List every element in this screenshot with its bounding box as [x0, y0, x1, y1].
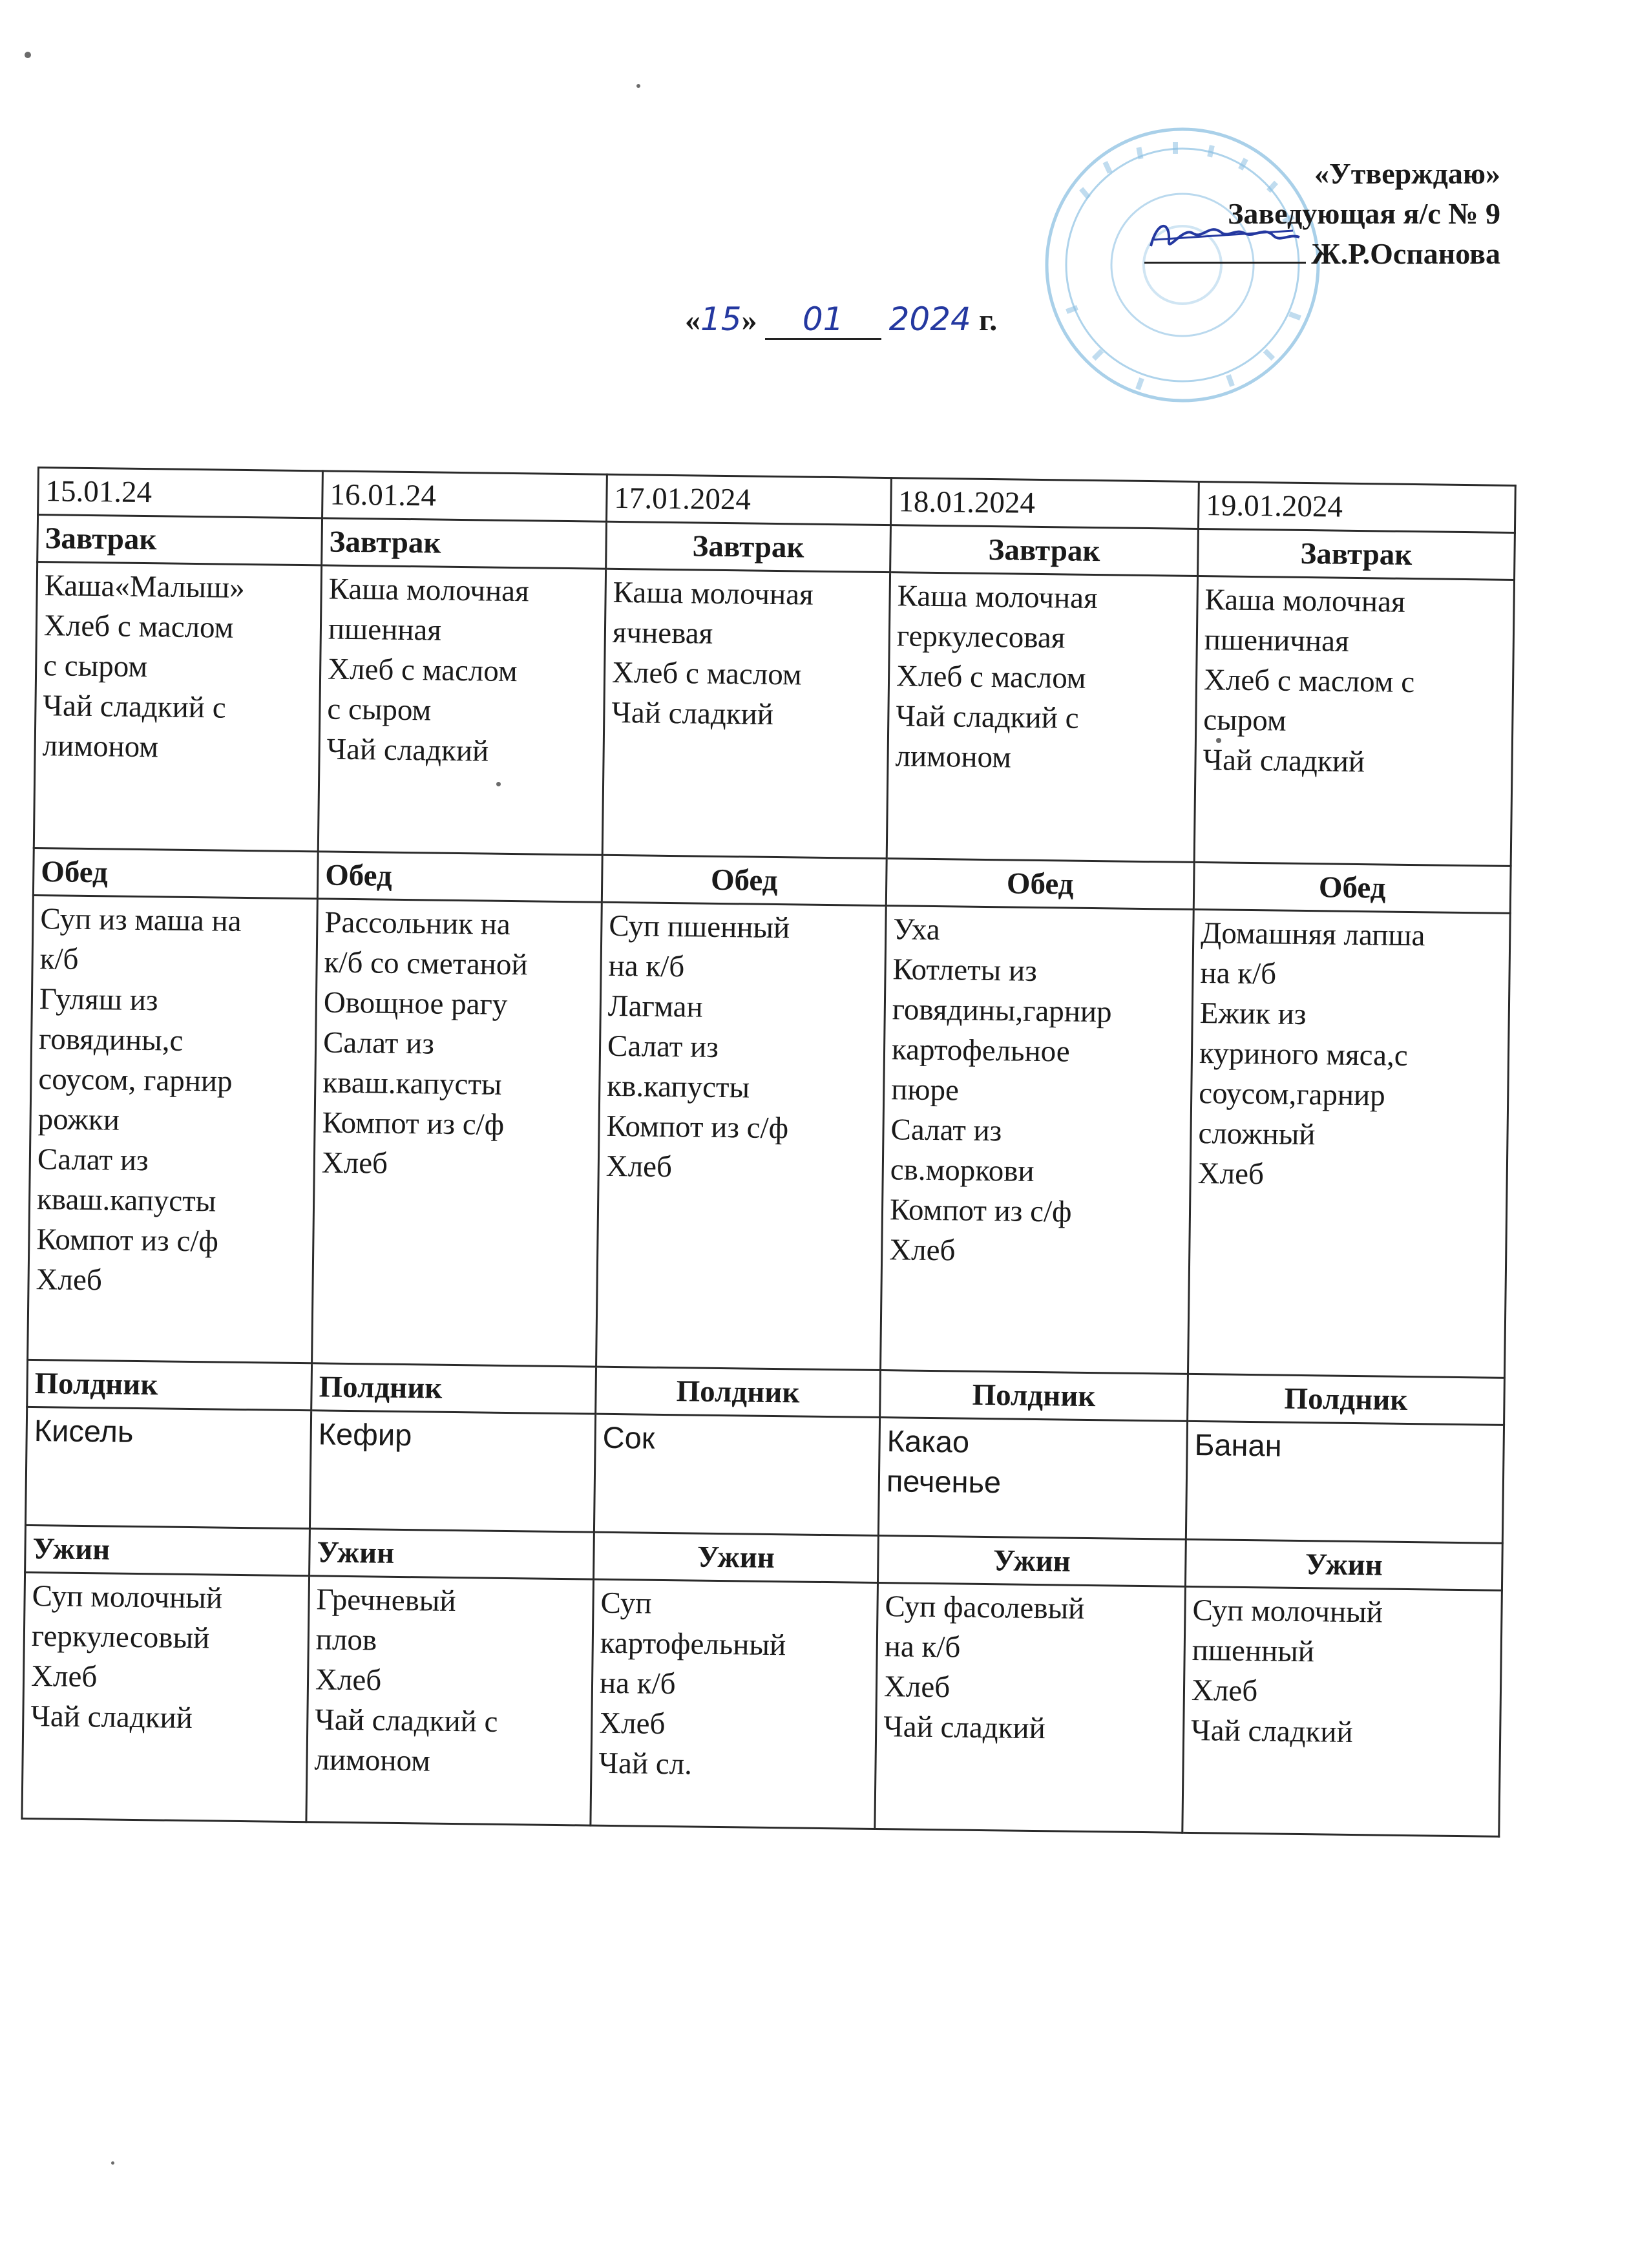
dish-item: Лагман — [607, 989, 704, 1024]
dish-item: Хлеб — [605, 1149, 673, 1184]
dish-item: Компот из с/ф — [889, 1193, 1072, 1229]
dish-item: Чай сладкий с — [43, 689, 226, 725]
dish-item: рожки — [37, 1102, 120, 1137]
scan-speck — [25, 52, 31, 58]
dinner-cell — [591, 1579, 878, 1829]
dish-item: геркулесовая — [896, 619, 1066, 655]
lunch-cell — [596, 902, 887, 1370]
dish-item: Какао — [887, 1423, 970, 1459]
dish-item: Чай сладкий — [883, 1710, 1046, 1746]
meal-label: Завтрак — [37, 515, 322, 565]
dish-item: кваш.капусты — [322, 1066, 502, 1102]
dish-item: Компот из с/ф — [322, 1106, 505, 1142]
breakfast-cell — [318, 565, 605, 855]
date-cell: 16.01.24 — [322, 471, 607, 521]
scan-speck — [1216, 738, 1221, 743]
meal-label: Ужин — [877, 1536, 1186, 1587]
dish-item: сыром — [1203, 703, 1287, 738]
date-suffix: г. — [978, 303, 998, 337]
meal-label: Завтрак — [322, 518, 607, 569]
breakfast-row — [34, 562, 1514, 866]
dinner-cell — [875, 1583, 1186, 1833]
dish-item: соусом, гарнир — [38, 1062, 233, 1098]
dish-item: Хлеб — [1191, 1673, 1258, 1708]
dish-item: Суп из маша на — [40, 902, 242, 938]
dish-item: Ежик из — [1199, 996, 1307, 1032]
dish-item: соусом,гарнир — [1198, 1076, 1386, 1113]
dish-item: Чай сл. — [598, 1746, 693, 1781]
dish-item: говядины,гарнир — [892, 992, 1112, 1029]
handwritten-signature — [1144, 214, 1306, 259]
meal-label: Завтрак — [606, 521, 891, 572]
dish-item: Чай сладкий — [1203, 743, 1365, 779]
meal-label: Ужин — [25, 1525, 310, 1575]
scan-speck — [111, 2161, 114, 2165]
meal-label: Полдник — [311, 1363, 596, 1414]
meal-label: Ужин — [594, 1532, 879, 1582]
dish-item: Сок — [602, 1420, 655, 1455]
dish-item: Каша молочная — [613, 575, 814, 612]
dish-item: Компот из с/ф — [36, 1223, 219, 1259]
dish-item: Рассольник на — [324, 905, 511, 941]
dish-item: Суп молочный — [1192, 1593, 1383, 1630]
meal-label: Обед — [886, 859, 1194, 910]
dish-item: Хлеб с маслом — [43, 609, 234, 645]
dish-item: к/б со сметаной — [324, 945, 528, 982]
lunch-row — [28, 895, 1511, 1378]
approval-block — [1144, 154, 1500, 274]
dish-item: Каша«Малыш» — [44, 569, 245, 605]
dish-item: на к/б — [599, 1666, 676, 1701]
date-cell: 15.01.24 — [38, 468, 323, 518]
dish-item: пшенная — [328, 612, 442, 647]
dish-item: на к/б — [1200, 956, 1277, 991]
dish-item: с сыром — [43, 649, 148, 684]
approval-position: Заведующая я/с № 9 — [1228, 197, 1500, 230]
dish-item: Каша молочная — [328, 572, 530, 609]
dish-item: лимоном — [314, 1743, 431, 1778]
approval-title: «Утверждаю» — [1314, 157, 1500, 190]
dish-item: Чай сладкий с — [315, 1703, 498, 1739]
breakfast-cell — [1194, 576, 1514, 866]
snack-cell — [878, 1418, 1187, 1540]
meal-label: Полдник — [1188, 1374, 1505, 1425]
dish-item: ячневая — [612, 615, 713, 651]
dish-item: св.моркови — [890, 1153, 1035, 1188]
dish-item: Овощное рагу — [323, 985, 508, 1022]
dish-item: лимоном — [895, 739, 1012, 775]
dish-item: на к/б — [608, 949, 685, 984]
dish-item: Каша молочная — [897, 579, 1098, 616]
dish-item: лимоном — [42, 729, 159, 764]
dinner-cell — [1182, 1586, 1502, 1836]
dish-item: пшенный — [1192, 1633, 1315, 1669]
dish-item: Каша молочная — [1204, 583, 1405, 619]
date-year: 2024 — [888, 300, 971, 338]
dish-item: Суп — [600, 1586, 652, 1621]
dish-item: Хлеб с маслом — [327, 652, 518, 689]
dish-item: Чай сладкий с — [896, 699, 1079, 735]
dish-item: Гречневый — [316, 1582, 456, 1619]
dish-item: Котлеты из — [892, 952, 1038, 988]
snack-row — [25, 1407, 1504, 1543]
dish-item: Уха — [893, 912, 940, 947]
snack-cell — [25, 1407, 311, 1528]
dish-item: с сыром — [327, 692, 432, 728]
dish-item: на к/б — [884, 1630, 961, 1664]
dish-item: Хлеб — [883, 1670, 951, 1705]
date-month: 01 — [802, 300, 844, 338]
lunch-cell — [1188, 909, 1510, 1378]
signature — [1144, 236, 1306, 264]
lunch-cell — [881, 906, 1194, 1374]
snack-cell — [1186, 1421, 1504, 1543]
dish-item: Гуляш из — [39, 982, 158, 1018]
dish-item: Хлеб с маслом — [896, 659, 1086, 695]
dish-item: Чай сладкий — [1190, 1713, 1354, 1750]
approver-name: Ж.Р.Оспанова — [1311, 237, 1500, 270]
breakfast-cell — [602, 569, 890, 858]
meal-label: Ужин — [1185, 1539, 1502, 1590]
lunch-cell — [28, 895, 318, 1363]
dish-item: Хлеб — [36, 1263, 103, 1297]
dish-item: к/б — [39, 942, 79, 976]
meal-label: Завтрак — [1198, 529, 1515, 580]
dish-item: Чай сладкий — [611, 695, 774, 731]
dish-item: Хлеб — [598, 1706, 666, 1741]
snack-cell — [594, 1414, 879, 1535]
weekly-menu-table — [21, 467, 1516, 1838]
dish-item: пюре — [891, 1073, 960, 1108]
date-cell: 18.01.2024 — [890, 478, 1199, 529]
dish-item: говядины,с — [38, 1022, 184, 1058]
meal-label: Обед — [317, 852, 602, 902]
meal-label: Обед — [602, 855, 887, 905]
dish-item: Салат из — [322, 1025, 435, 1061]
dish-item: Чай сладкий — [326, 732, 489, 768]
meal-label: Обед — [1193, 862, 1511, 913]
dish-item: куриного мяса,с — [1199, 1036, 1408, 1073]
dish-item: плов — [315, 1622, 377, 1657]
dish-item: Кисель — [34, 1413, 134, 1449]
dish-item: Суп фасолевый — [885, 1590, 1085, 1626]
date-month-field — [765, 300, 881, 340]
dish-item: Хлеб — [1197, 1157, 1265, 1192]
dish-item: сложный — [1198, 1117, 1316, 1152]
meal-label: Ужин — [310, 1529, 594, 1579]
dish-item: геркулесовый — [31, 1619, 210, 1655]
dish-item: Хлеб с маслом с — [1203, 663, 1415, 700]
dish-item: Хлеб — [30, 1659, 98, 1694]
dish-item: Компот из с/ф — [606, 1109, 789, 1146]
dish-item: Хлеб — [888, 1233, 956, 1268]
date-open-quote: « — [685, 303, 700, 337]
dinner-cell — [22, 1572, 310, 1822]
meal-label: Полдник — [880, 1370, 1188, 1422]
breakfast-cell — [887, 572, 1197, 863]
dish-item: кваш.капусты — [36, 1182, 216, 1219]
dish-item: Хлеб — [321, 1146, 388, 1181]
date-day: 15 — [700, 300, 742, 338]
dish-item: Салат из — [37, 1142, 149, 1178]
date-close-quote: » — [741, 303, 757, 337]
dish-item: Хлеб — [315, 1663, 382, 1697]
dish-item: Салат из — [607, 1029, 719, 1064]
breakfast-cell — [34, 562, 321, 852]
meal-label: Завтрак — [890, 525, 1199, 576]
dish-item: Домашняя лапша — [1200, 916, 1425, 953]
dish-item: картофельный — [600, 1626, 786, 1663]
dish-item: картофельное — [891, 1033, 1070, 1069]
dinner-row — [22, 1572, 1502, 1836]
approval-date — [685, 300, 997, 340]
dish-item: кв.капусты — [607, 1069, 750, 1105]
snack-cell — [310, 1411, 595, 1532]
dinner-cell — [306, 1576, 594, 1825]
dish-item: Чай сладкий — [30, 1699, 193, 1736]
dish-item: Суп пшенный — [609, 908, 790, 945]
meal-label: Полдник — [27, 1360, 312, 1410]
meal-label: Полдник — [596, 1367, 881, 1417]
date-cell: 19.01.2024 — [1198, 481, 1515, 532]
dish-item: Хлеб с маслом — [611, 655, 802, 692]
dish-item: Суп молочный — [32, 1579, 223, 1615]
dish-item: пшеничная — [1204, 623, 1349, 658]
scan-speck — [636, 84, 640, 88]
lunch-cell — [312, 899, 602, 1367]
approval-signature-line — [1144, 234, 1500, 274]
dish-item: печенье — [886, 1464, 1002, 1500]
scan-speck — [496, 782, 501, 786]
dish-item: Банан — [1194, 1427, 1283, 1463]
dish-item: Кефир — [318, 1416, 412, 1453]
meal-label: Обед — [33, 848, 318, 898]
dish-item: Салат из — [890, 1113, 1002, 1148]
date-cell: 17.01.2024 — [607, 474, 892, 525]
